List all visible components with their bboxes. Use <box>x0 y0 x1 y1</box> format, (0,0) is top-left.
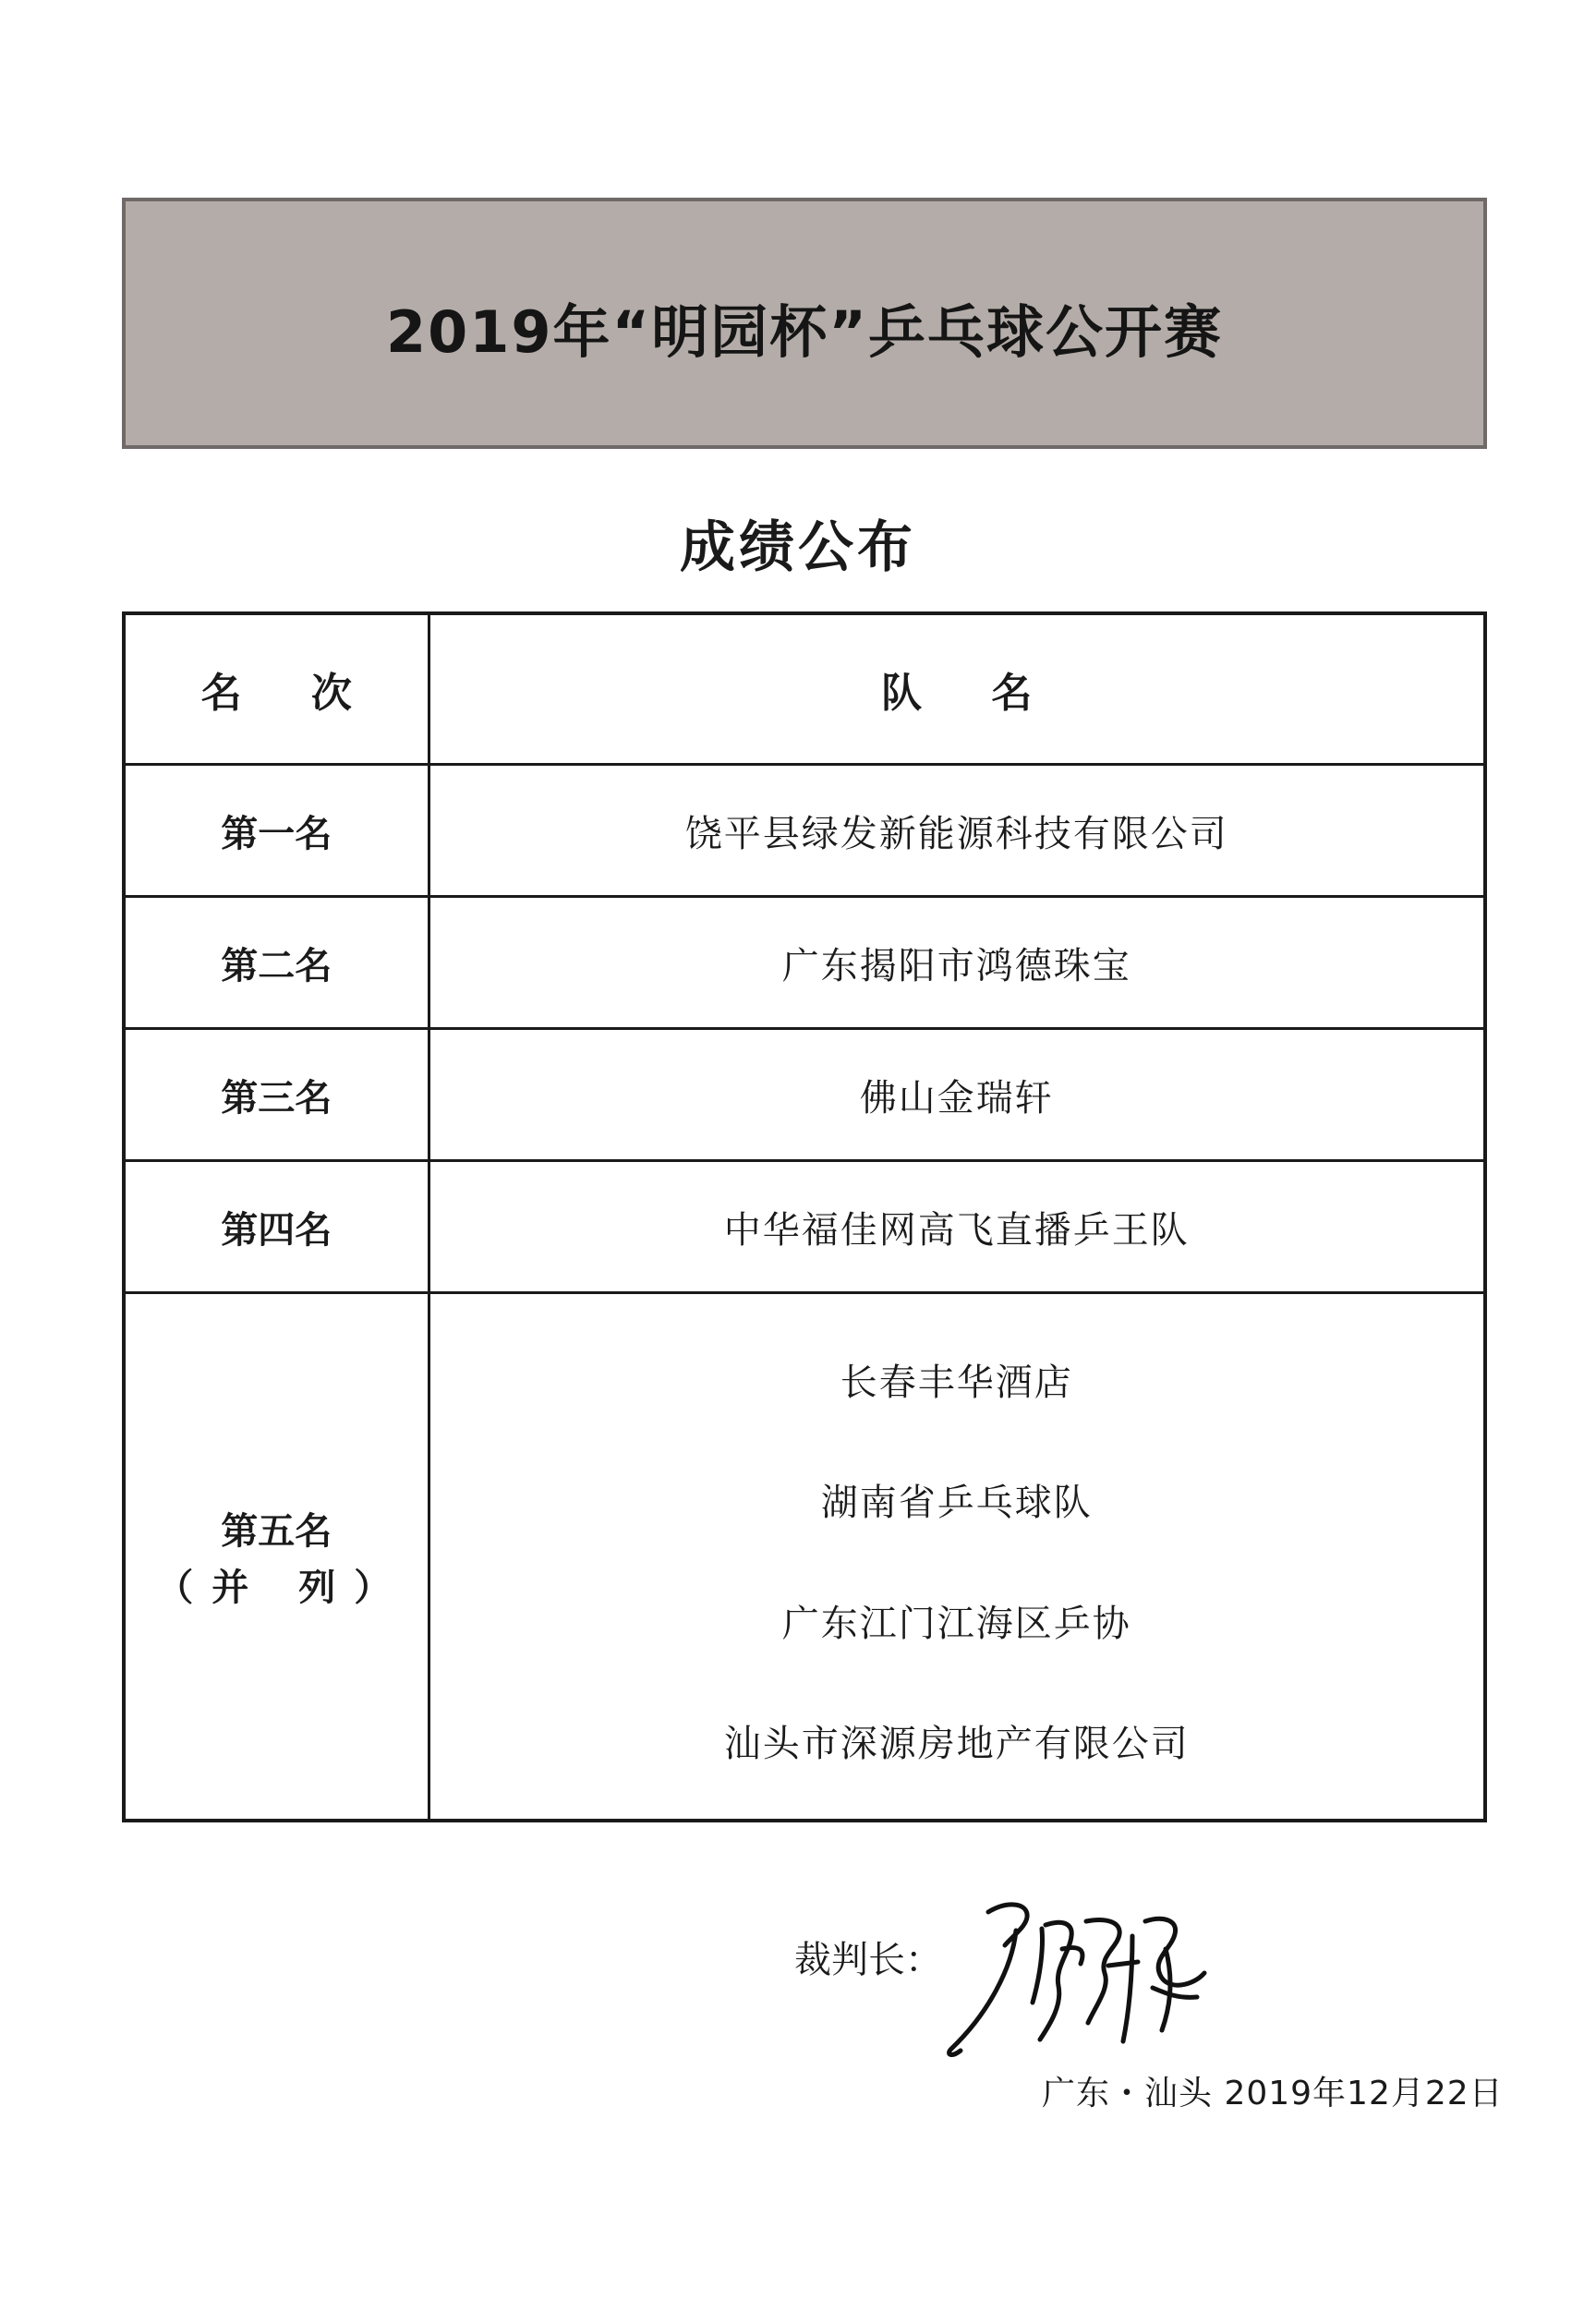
rank-cell: 第二名 <box>124 897 429 1029</box>
results-table <box>122 611 1487 1822</box>
table-row <box>124 1161 1485 1293</box>
table-row <box>124 1029 1485 1161</box>
rank-column-header: 名 次 <box>124 613 429 765</box>
list-item: 长春丰华酒店 <box>840 1362 1073 1404</box>
team-cell-tie <box>429 1293 1485 1822</box>
team-cell: 中华福佳网高飞直播乒王队 <box>429 1161 1485 1293</box>
list-item: 湖南省乒乓球队 <box>820 1482 1093 1525</box>
list-item: 广东江门江海区乒协 <box>781 1602 1131 1645</box>
team-cell: 饶平县绿发新能源科技有限公司 <box>429 765 1485 897</box>
table-row <box>124 897 1485 1029</box>
place-and-date: 广东・汕头 2019年12月22日 <box>1042 2075 1504 2112</box>
rank-cell: 第四名 <box>124 1161 429 1293</box>
team-cell: 广东揭阳市鸿德珠宝 <box>429 897 1485 1029</box>
rank-label: 第五名 <box>221 1510 332 1553</box>
team-cell: 佛山金瑞轩 <box>429 1029 1485 1161</box>
team-column-header: 队 名 <box>429 613 1485 765</box>
referee-label: 裁判长： <box>794 1939 942 1981</box>
handwritten-signature <box>924 1884 1228 2069</box>
table-header-row <box>124 613 1485 765</box>
rank-cell-tie <box>124 1293 429 1822</box>
rank-tie-note: （并 列） <box>156 1567 410 1609</box>
list-item: 汕头市深源房地产有限公司 <box>723 1722 1190 1765</box>
table-row <box>124 765 1485 897</box>
page-subtitle: 成绩公布 <box>680 515 916 580</box>
signature-block <box>794 1884 1256 2069</box>
rank-cell: 第一名 <box>124 765 429 897</box>
table-row-tie <box>124 1293 1485 1822</box>
event-title: 2019年“明园杯”乒乓球公开赛 <box>385 297 1224 366</box>
rank-cell: 第三名 <box>124 1029 429 1161</box>
title-banner <box>122 198 1487 449</box>
tied-team-list <box>430 1335 1484 1778</box>
